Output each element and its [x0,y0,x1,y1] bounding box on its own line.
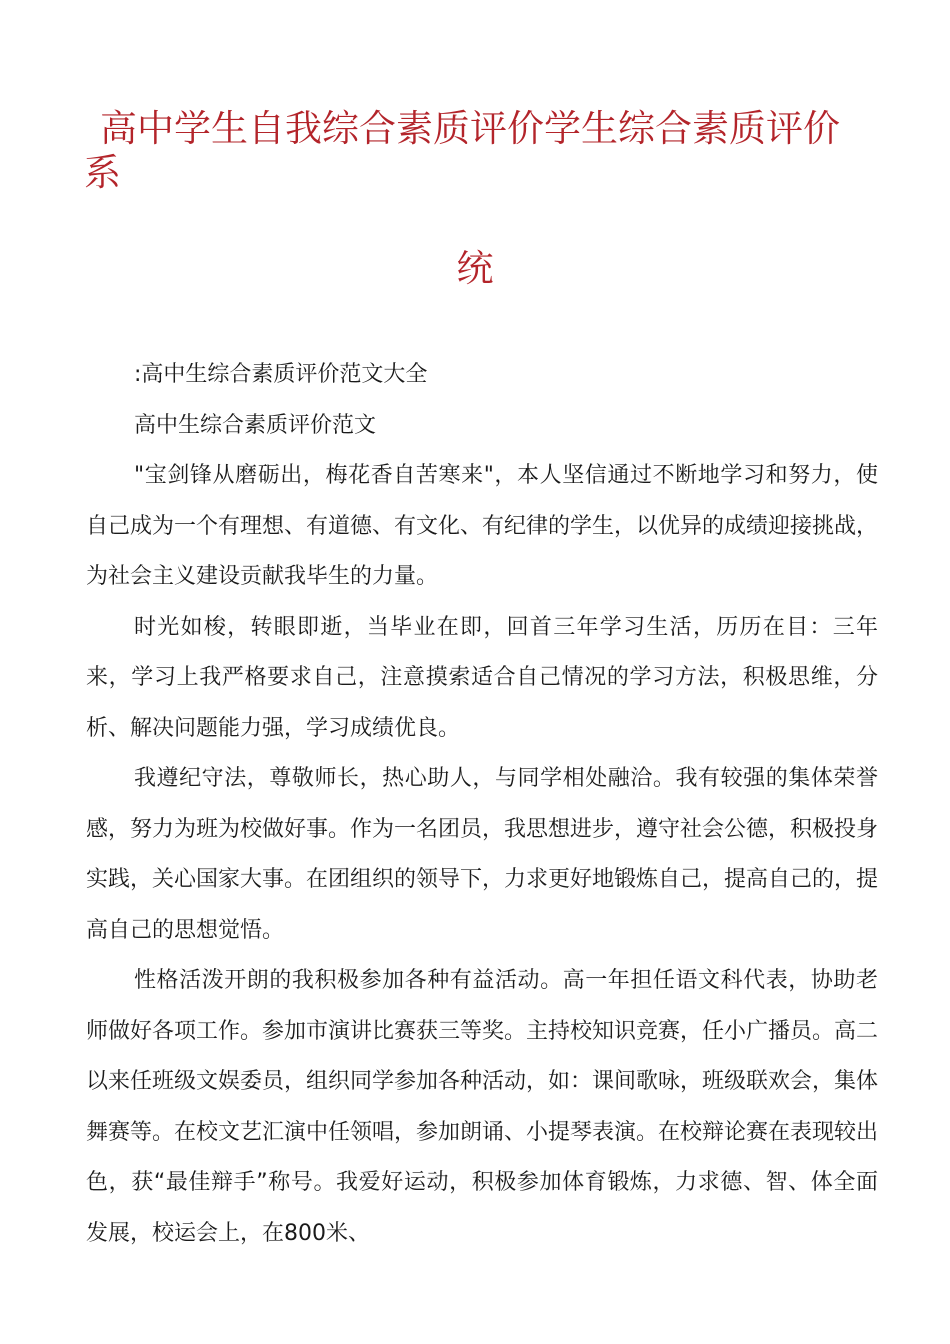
paragraph-source-line: :高中生综合素质评价范文大全 [134,362,428,387]
document-body [86,350,878,1259]
paragraph-4: 性格活泼开朗的我积极参加各种有益活动。高一年担任语文科代表，协助老师做好各项工作。参加市演讲比赛获三等奖。主持校知识竞赛，任小广播员。高二以来任班级文娱委员，组织同学参加各种活动，如：课间歌咏，班级联欢会，集体舞赛等。在校文艺汇演中任领唱，参加朗诵、小提琴表演。在校辩论赛在表现较出色，获“最佳辩手”称号。我爱好运动，积极参加体育锻炼，力求德、智、体全面发展，校运会上，在800米、 [86,968,879,1246]
document-title-line-3: 统 [456,247,494,290]
document-title-line-1: 高中学生自我综合素质评价学生综合素质评价 [100,107,840,150]
paragraph-3: 我遵纪守法，尊敬师长，热心助人，与同学相处融洽。我有较强的集体荣誉感，努力为班为校做好事。作为一名团员，我思想进步，遵守社会公德，积极投身实践，关心国家大事。在团组织的领导下，力求更好地锻炼自己，提高自己的，提高自己的思想觉悟。 [86,766,879,943]
document-title-line-2: 系 [84,151,121,194]
paragraph-subtitle: 高中生综合素质评价范文 [134,412,377,438]
paragraph-1: "宝剑锋从磨砺出，梅花香自苦寒来"，本人坚信通过不断地学习和努力，使自己成为一个有理想、有道德、有文化、有纪律的学生，以优异的成绩迎接挑战，为社会主义建设贡献我毕生的力量。 [86,463,879,589]
paragraph-2: 时光如梭，转眼即逝，当毕业在即，回首三年学习生活，历历在目：三年来，学习上我严格要求自己，注意摸索适合自己情况的学习方法，积极思维，分析、解决问题能力强，学习成绩优良。 [86,614,878,741]
